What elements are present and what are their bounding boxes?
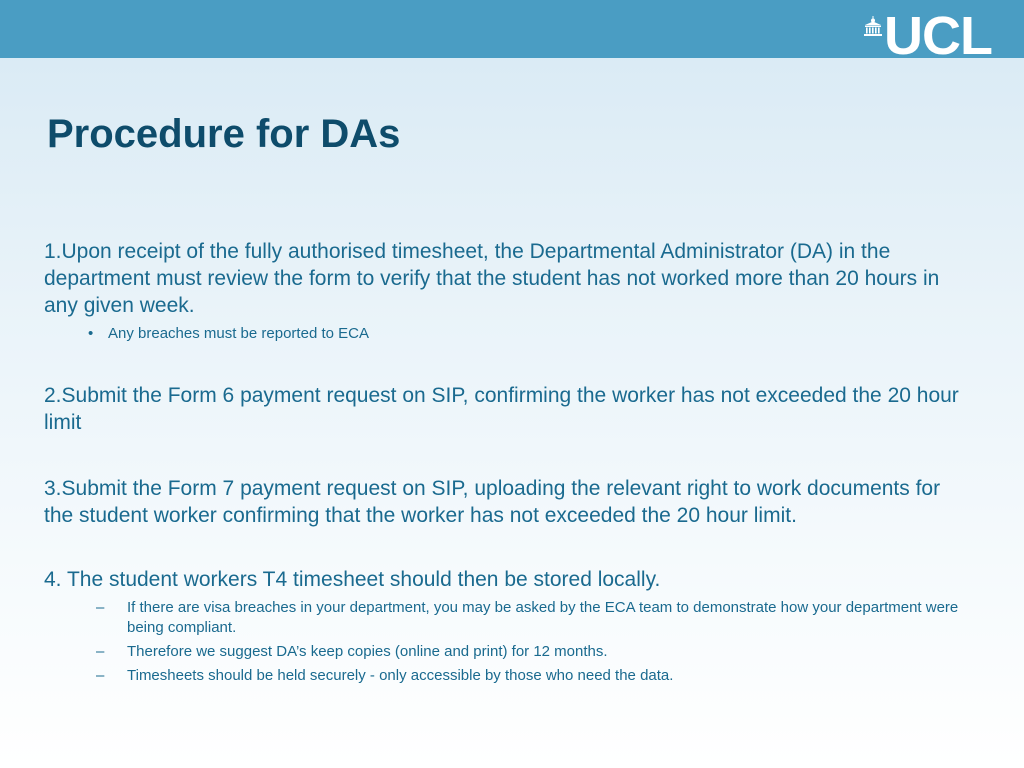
- page-title: Procedure for DAs: [47, 112, 401, 156]
- step-4: [44, 566, 974, 686]
- logo-text: UCL: [884, 14, 992, 58]
- list-item: [44, 598, 974, 638]
- bullet-marker: •: [88, 325, 94, 342]
- step-4-sub-list: [44, 598, 974, 686]
- dash-marker: –: [96, 667, 105, 684]
- list-item-text: If there are visa breaches in your department, you may be asked by the ECA team to demonstrate how your department were being compliant.: [127, 599, 959, 636]
- list-item: [44, 642, 974, 662]
- procedure-list: [44, 238, 974, 690]
- list-item: [44, 324, 974, 344]
- header-bar: [0, 0, 1024, 58]
- list-item: [44, 666, 974, 686]
- ucl-logo: [864, 14, 992, 58]
- dash-marker: –: [96, 599, 105, 616]
- step-3: [44, 475, 974, 529]
- step-1: [44, 238, 974, 344]
- list-item-text: Therefore we suggest DA’s keep copies (online and print) for 12 months.: [127, 643, 608, 660]
- list-item-text: Any breaches must be reported to ECA: [108, 325, 369, 342]
- step-4-text: 4. The student workers T4 timesheet should then be stored locally.: [44, 568, 661, 591]
- step-2: [44, 382, 974, 436]
- step-2-text: 2.Submit the Form 6 payment request on SIP, confirming the worker has not exceeded the 20 hour limit: [44, 384, 959, 434]
- step-1-text: 1.Upon receipt of the fully authorised timesheet, the Departmental Administrator (DA) in the department must review the form to verify that the student has not worked more than 20 hours in any given week.: [44, 240, 940, 317]
- list-item-text: Timesheets should be held securely - only accessible by those who need the data.: [127, 667, 674, 684]
- step-3-text: 3.Submit the Form 7 payment request on SIP, uploading the relevant right to work documents for the student worker confirming that the worker has not exceeded the 20 hour limit.: [44, 477, 941, 527]
- step-1-sub-list: [44, 324, 974, 344]
- dash-marker: –: [96, 643, 105, 660]
- portico-icon: [864, 16, 882, 36]
